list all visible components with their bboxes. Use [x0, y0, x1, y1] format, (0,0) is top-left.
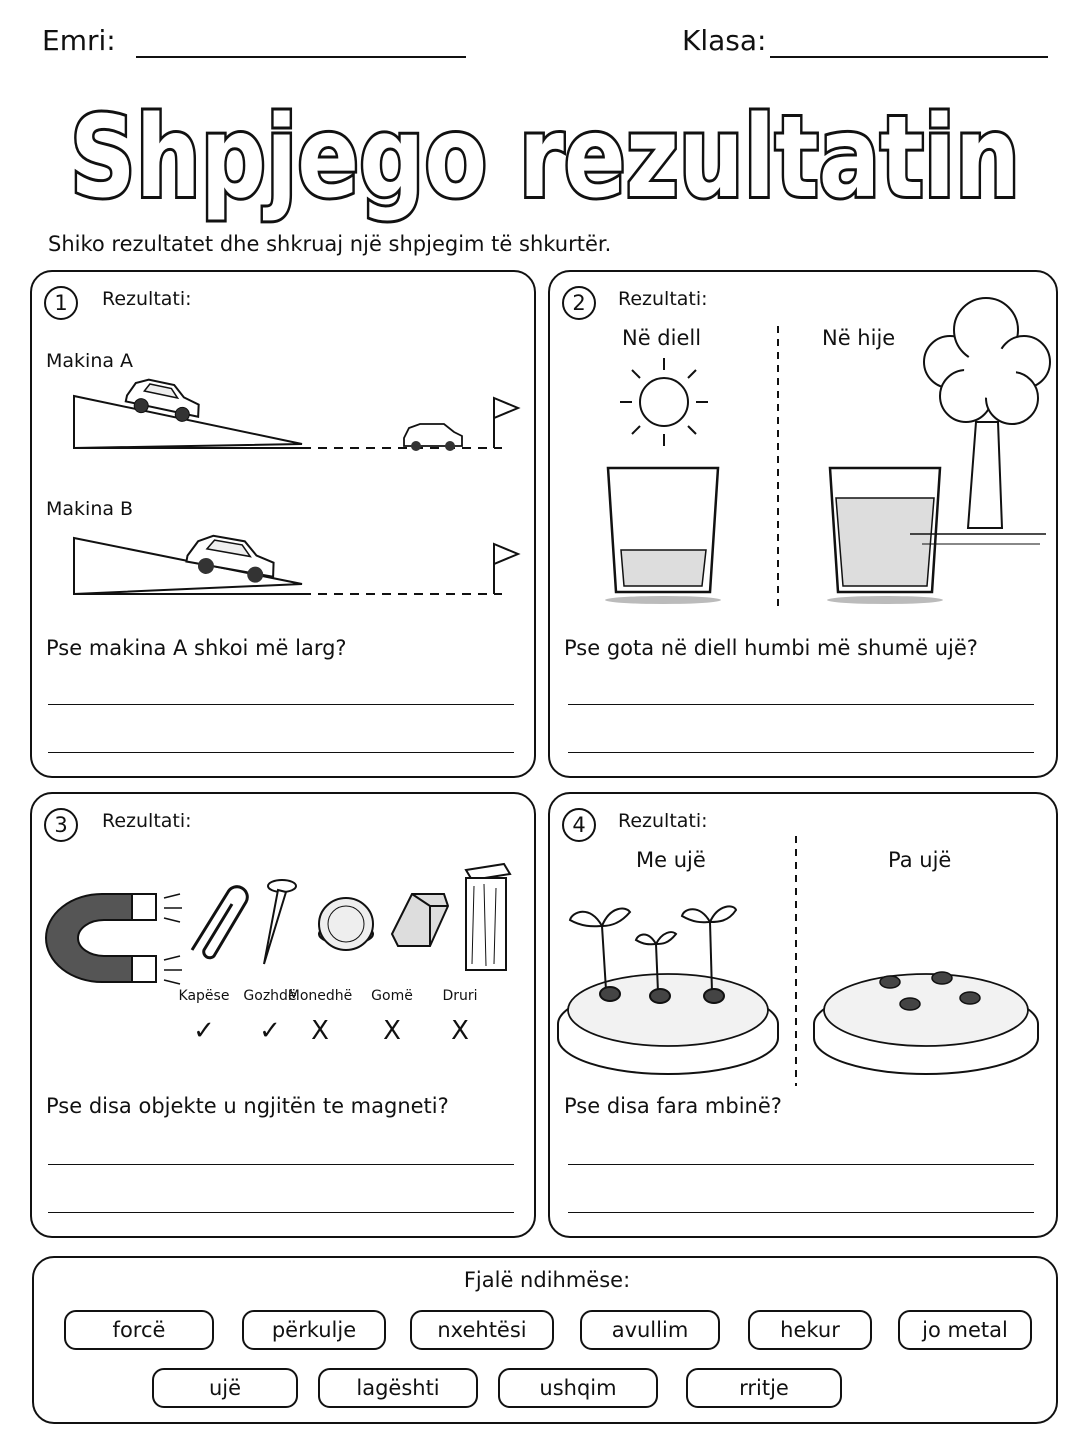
word-chip: rritje — [686, 1368, 842, 1408]
word-chip: avullim — [580, 1310, 720, 1350]
question-text: Pse makina A shkoi më larg? — [46, 636, 347, 660]
word-chip: nxehtësi — [410, 1310, 554, 1350]
word-chip: forcë — [64, 1310, 214, 1350]
panel-4 — [548, 792, 1058, 1238]
object-label: Monedhë — [287, 988, 353, 1004]
answer-line-1[interactable] — [568, 1164, 1034, 1165]
question-text: Pse disa objekte u ngjitën te magneti? — [46, 1094, 449, 1118]
finish-flag-icon — [494, 544, 518, 594]
result-label: Rezultati: — [102, 288, 192, 310]
word-chip: lagështi — [318, 1368, 478, 1408]
finish-flag-icon — [494, 398, 518, 448]
panel-3 — [30, 792, 536, 1238]
glass-sun-icon — [605, 468, 721, 604]
object-label: Gomë — [371, 988, 413, 1004]
word-chip: ushqim — [498, 1368, 658, 1408]
panel-1 — [30, 270, 536, 778]
car-a-label: Makina A — [46, 350, 134, 372]
question-text: Pse gota në diell humbi më shumë ujë? — [564, 636, 978, 660]
class-field[interactable] — [770, 56, 1048, 58]
attraction-mark: X — [311, 1016, 329, 1046]
car-b-label: Makina B — [46, 498, 134, 520]
instruction-text: Shiko rezultatet dhe shkruaj një shpjegim të shkurtër. — [48, 232, 612, 256]
result-label: Rezultati: — [102, 810, 192, 832]
page-title-text: Shpjego rezultatin — [70, 93, 1020, 223]
answer-line-1[interactable] — [48, 1164, 514, 1165]
word-bank — [32, 1256, 1058, 1424]
dish-with-sprouts-icon — [558, 906, 778, 1074]
answer-line-1[interactable] — [568, 704, 1034, 705]
attraction-mark: X — [451, 1016, 469, 1046]
name-field[interactable] — [136, 56, 466, 58]
object-label: Druri — [442, 988, 478, 1004]
result-label: Rezultati: — [618, 810, 708, 832]
water-label: Me ujë — [636, 848, 706, 872]
panel-2 — [548, 270, 1058, 778]
panel-number: 2 — [562, 286, 596, 320]
object-label: Gozhdë — [243, 988, 297, 1004]
panel-number: 1 — [44, 286, 78, 320]
panel-number: 3 — [44, 808, 78, 842]
shade-label: Në hije — [822, 326, 896, 350]
attraction-mark: ✓ — [193, 1016, 215, 1046]
sun-icon — [620, 358, 708, 446]
glass-shade-icon — [827, 468, 943, 604]
word-chip: përkulje — [242, 1310, 386, 1350]
name-label: Emri: — [42, 24, 116, 57]
evaporation-illustration — [550, 272, 1060, 612]
word-chip: jo metal — [898, 1310, 1032, 1350]
seeds-illustration — [550, 794, 1060, 1094]
ramp-b-icon — [74, 538, 502, 594]
attraction-mark: ✓ — [259, 1016, 281, 1046]
result-label: Rezultati: — [618, 288, 708, 310]
small-car-icon — [404, 424, 462, 451]
ramp-illustration — [32, 272, 538, 612]
word-chip: hekur — [748, 1310, 872, 1350]
sun-label: Në diell — [622, 326, 702, 350]
object-list — [32, 794, 538, 1064]
page-title — [60, 78, 1030, 228]
question-text: Pse disa fara mbinë? — [564, 1094, 782, 1118]
answer-line-2[interactable] — [568, 752, 1034, 753]
panel-number: 4 — [562, 808, 596, 842]
object-label: Kapëse — [178, 988, 230, 1004]
dish-dry-seeds-icon — [814, 972, 1038, 1074]
answer-line-2[interactable] — [48, 1212, 514, 1213]
word-bank-title: Fjalë ndihmëse: — [463, 1268, 631, 1292]
attraction-mark: X — [383, 1016, 401, 1046]
class-label: Klasa: — [682, 24, 767, 57]
answer-line-2[interactable] — [568, 1212, 1034, 1213]
answer-line-2[interactable] — [48, 752, 514, 753]
answer-line-1[interactable] — [48, 704, 514, 705]
no-water-label: Pa ujë — [888, 848, 952, 872]
word-chip-list — [34, 1258, 1060, 1426]
word-chip: ujë — [152, 1368, 298, 1408]
